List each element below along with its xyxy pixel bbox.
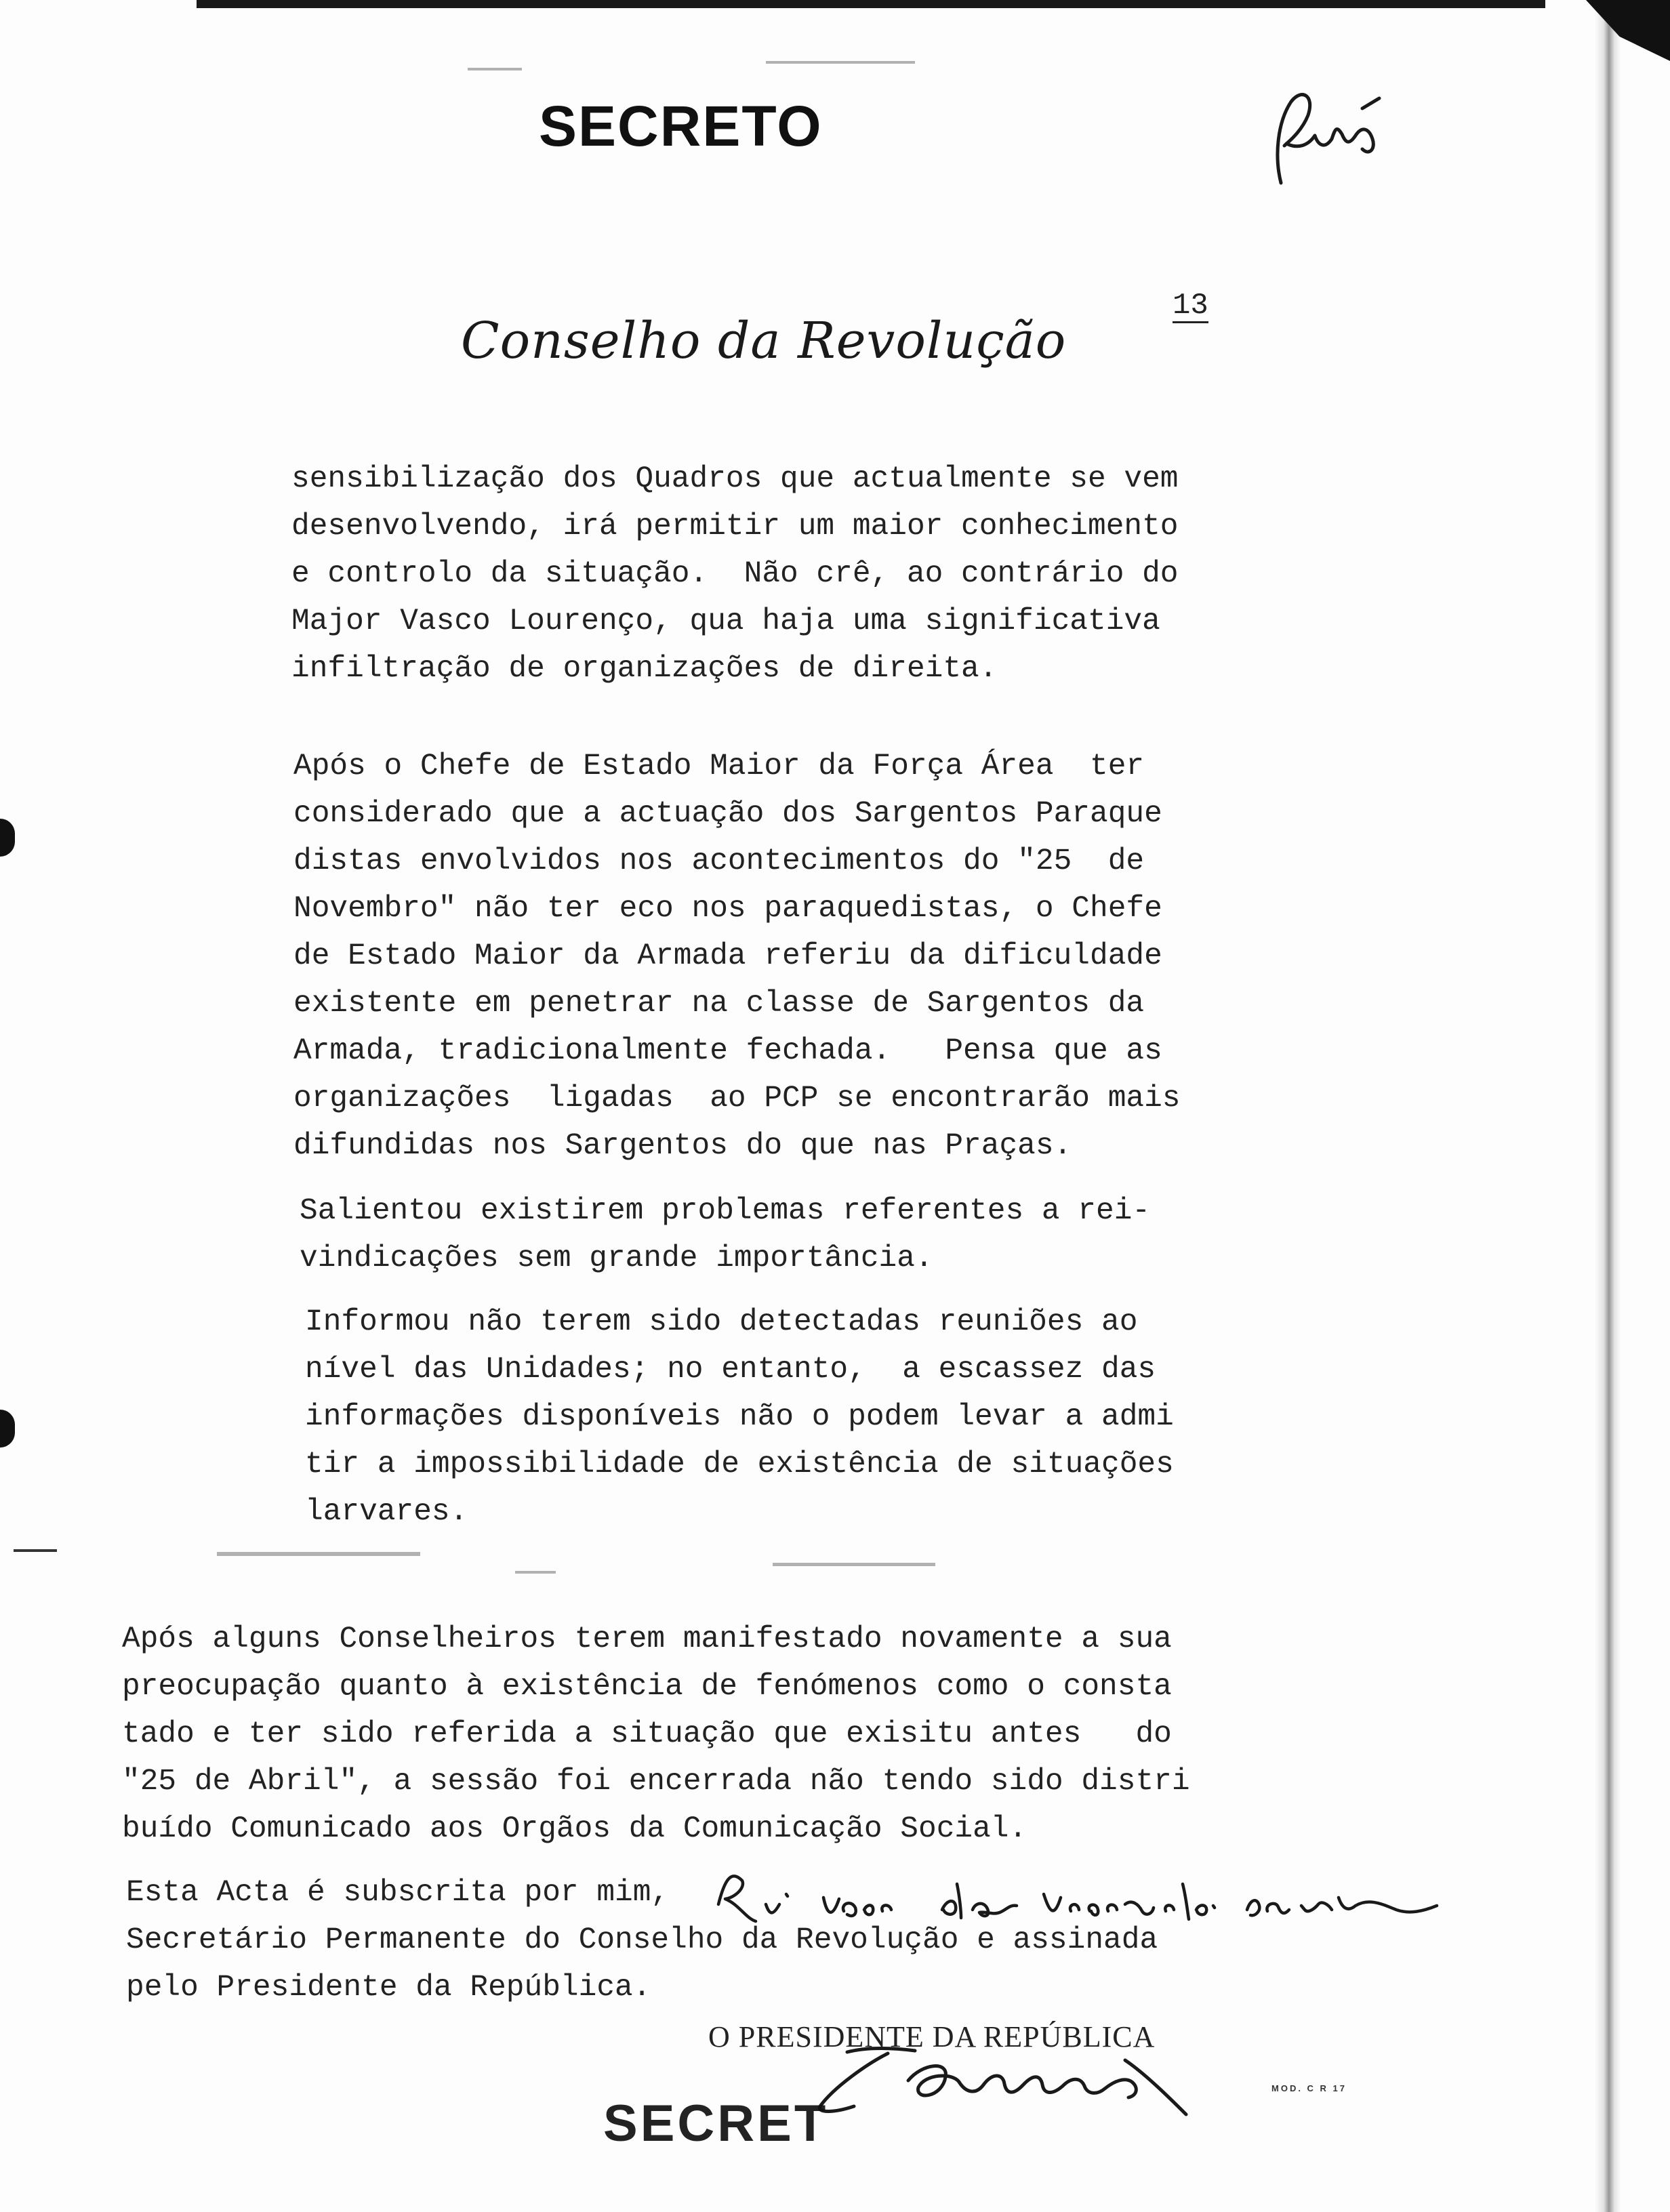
paragraph: Após alguns Conselheiros terem manifestado novamente a sua preocupação quanto à existência de fenómenos como o consta tado e ter sido referida a situação que exisitu antes do "25 de Abril", a sessão foi encerrada não tendo sido distri buído Comunicado aos Orgãos da Comunicação Social. [122, 1622, 1190, 1846]
council-letterhead: Conselho da Revolução [461, 312, 1067, 370]
punch-hole [0, 819, 15, 857]
top-border-rule [197, 0, 1545, 8]
scan-artifact [766, 61, 915, 64]
sign-off-title: O PRESIDENTE DA REPÚBLICA [708, 2020, 1156, 2053]
classification-stamp-top: SECRETO [539, 94, 823, 158]
handwritten-initials [1261, 81, 1396, 197]
classification-stamp-bottom: SECRET [603, 2095, 829, 2152]
margin-tick [14, 1549, 57, 1552]
secretary-signature [705, 1857, 1464, 1938]
president-signature [807, 2033, 1227, 2121]
scan-artifact [515, 1571, 556, 1574]
scan-artifact [217, 1552, 420, 1556]
page-number: 13 [1173, 289, 1208, 323]
paragraph: Após o Chefe de Estado Maior da Força Área ter considerado que a actuação dos Sargentos Paraque distas envolvidos nos acontecimentos do "25 de Novembro" não ter eco nos paraquedistas, o Chefe de Estado Maior da Armada referiu da dificuldade existente em penetrar na classe de Sargentos da Armada, tradicionalmente fechada. Pensa que as organizações ligadas ao PCP se encontrarão mais difundidas nos Sargentos do que nas Praças. [293, 750, 1181, 1163]
form-code: MOD. C R 17 [1271, 2083, 1347, 2093]
scan-artifact [468, 68, 522, 70]
paragraph: sensibilização dos Quadros que actualmente se vem desenvolvendo, irá permitir um maior conhecimento e controlo da situação. Não crê, ao contrário do Major Vasco Lourenço, qua haja uma significativa infiltração de organizações de direita. [291, 462, 1179, 686]
paragraph: Salientou existirem problemas referentes a rei- vindicações sem grande importância. [300, 1194, 1151, 1275]
paragraph: Informou não terem sido detectadas reuniões ao nível das Unidades; no entanto, a escassez das informações disponíveis não o podem levar a admi tir a impossibilidade de existência de situações larvares. [305, 1305, 1174, 1529]
paragraph: Esta Acta é subscrita por mim, Secretário Permanente do Conselho da Revolução e assinada pelo Presidente da República. [126, 1876, 1158, 2005]
binding-edge [1594, 0, 1621, 2212]
scan-artifact [773, 1563, 935, 1566]
punch-hole [0, 1410, 15, 1448]
